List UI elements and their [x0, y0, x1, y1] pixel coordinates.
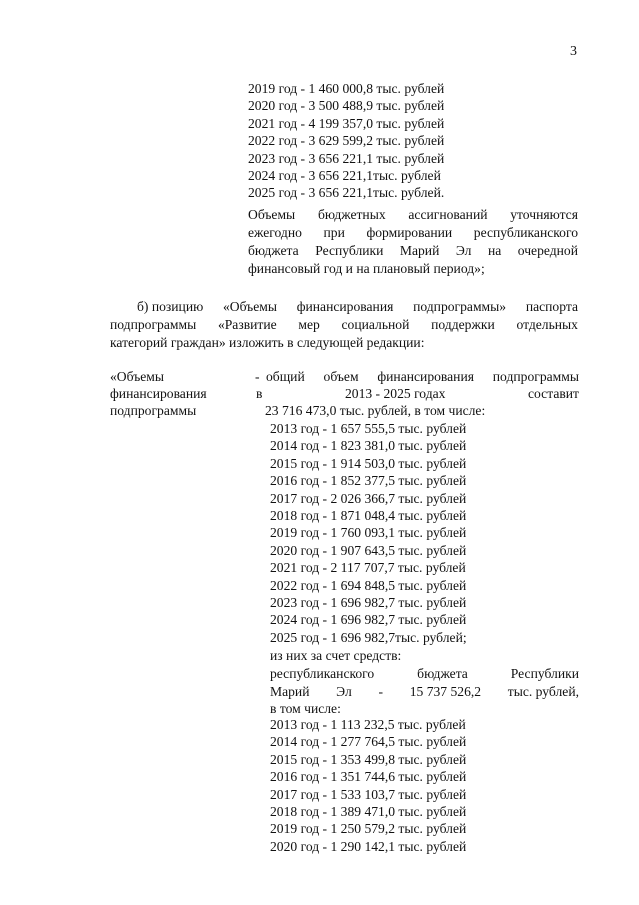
- word: составит: [528, 386, 579, 401]
- word: бюджета: [417, 666, 468, 681]
- word: подпрограммы: [110, 317, 197, 332]
- left-label-line-3: подпрограммы: [110, 403, 197, 418]
- budget-note-line-4: финансовый год и на плановый период»;: [248, 261, 485, 276]
- sources-line-2: [270, 665, 579, 682]
- amount-item: 2013 год - 1 657 555,5 тыс. рублей: [270, 421, 467, 436]
- sources-line-3: [270, 683, 579, 700]
- word: общий: [266, 369, 305, 384]
- word: отдельных: [516, 317, 578, 332]
- dash: -: [255, 369, 260, 384]
- word: республиканского: [473, 225, 578, 240]
- budget-note-line-3: [248, 242, 578, 259]
- amount-item: 2016 год - 1 852 377,5 тыс. рублей: [270, 473, 467, 489]
- sources-line-4: в том числе:: [270, 701, 341, 716]
- word: 15 737 526,2: [409, 684, 482, 699]
- word: -: [378, 684, 383, 699]
- amount-item: 2022 год - 3 629 599,2 тыс. рублей: [248, 133, 445, 149]
- amount-item: 2023 год - 3 656 221,1 тыс. рублей: [248, 150, 445, 166]
- word: объем: [323, 369, 359, 384]
- word: подпрограммы»: [413, 299, 507, 314]
- amount-item: 2022 год - 1 694 848,5 тыс. рублей: [270, 577, 467, 593]
- word: бюджета: [248, 243, 299, 258]
- amount-item: 2017 год - 2 026 366,7 тыс. рублей: [270, 490, 467, 506]
- amount-item: 2015 год - 1 914 503,0 тыс. рублей: [270, 455, 467, 471]
- word: финансирования: [377, 369, 474, 384]
- amount-item: 2020 год - 3 500 488,9 тыс. рублей: [248, 98, 445, 114]
- item-b-line-3: категорий граждан» изложить в следующей редакции:: [110, 335, 425, 350]
- amount-item: 2014 год - 1 823 381,0 тыс. рублей: [270, 438, 467, 454]
- amount-item: 2014 год - 1 277 764,5 тыс. рублей: [270, 734, 467, 750]
- amount-item: 2024 год - 3 656 221,1тыс. рублей: [248, 168, 441, 184]
- amount-item: 2025 год - 1 696 982,7тыс. рублей;: [270, 629, 467, 645]
- word: ассигнований: [408, 207, 488, 222]
- word: республиканского: [270, 666, 375, 681]
- word: паспорта: [525, 299, 578, 314]
- word: б) позицию: [137, 299, 204, 314]
- amount-item: 2018 год - 1 389 471,0 тыс. рублей: [270, 804, 467, 820]
- word: Республики: [315, 243, 384, 258]
- word: Объемы: [248, 207, 296, 222]
- word: при: [323, 225, 345, 240]
- word: финансирования: [296, 299, 394, 314]
- right-intro-line-2: [256, 385, 579, 402]
- amount-item: 2024 год - 1 696 982,7 тыс. рублей: [270, 612, 467, 628]
- word: поддержки: [431, 317, 495, 332]
- word: уточняются: [510, 207, 578, 222]
- amount-item: 2021 год - 4 199 357,0 тыс. рублей: [248, 115, 445, 131]
- word: Эл: [336, 684, 352, 699]
- amount-item: 2020 год - 1 290 142,1 тыс. рублей: [270, 838, 467, 854]
- amount-item: 2013 год - 1 113 232,5 тыс. рублей: [270, 717, 466, 732]
- amount-item: 2021 год - 2 117 707,7 тыс. рублей: [270, 560, 466, 576]
- budget-note-line-2: [248, 224, 578, 241]
- sources-line-1: из них за счет средств:: [270, 648, 402, 663]
- word: Республики: [510, 666, 579, 681]
- right-intro-line-3: 23 716 473,0 тыс. рублей, в том числе:: [265, 403, 486, 418]
- left-label-line-1: «Объемы: [110, 369, 164, 384]
- word: Марий: [270, 684, 310, 699]
- amount-item: 2019 год - 1 760 093,1 тыс. рублей: [270, 525, 467, 541]
- item-b-line-2: [110, 316, 578, 333]
- word: в: [256, 386, 263, 401]
- top-amounts-list: [248, 80, 444, 202]
- amount-item: 2018 год - 1 871 048,4 тыс. рублей: [270, 508, 467, 524]
- word: бюджетных: [317, 207, 386, 222]
- amount-item: 2017 год - 1 533 103,7 тыс. рублей: [270, 786, 467, 802]
- right-intro-line-1: [266, 368, 579, 385]
- item-b-line-1: [137, 298, 578, 315]
- amount-item: 2020 год - 1 907 643,5 тыс. рублей: [270, 542, 467, 558]
- amount-item: 2015 год - 1 353 499,8 тыс. рублей: [270, 751, 467, 767]
- word: 2013 - 2025 годах: [344, 386, 446, 401]
- word: «Объемы: [222, 299, 277, 314]
- word: тыс. рублей,: [507, 684, 579, 699]
- word: подпрограммы: [492, 369, 579, 384]
- amount-item: 2025 год - 3 656 221,1тыс. рублей.: [248, 185, 445, 201]
- word: социальной: [341, 317, 410, 332]
- budget-note-line-1: [248, 206, 578, 223]
- amount-item: 2016 год - 1 351 744,6 тыс. рублей: [270, 769, 467, 785]
- word: «Развитие: [217, 317, 277, 332]
- word: Эл: [455, 243, 472, 258]
- word: ежегодно: [248, 225, 302, 240]
- total-amounts-list: [270, 420, 467, 646]
- word: Марий: [399, 243, 440, 258]
- word: формировании: [366, 225, 453, 240]
- amount-item: 2023 год - 1 696 982,7 тыс. рублей: [270, 595, 467, 611]
- amount-item: 2019 год - 1 250 579,2 тыс. рублей: [270, 821, 467, 837]
- word: очередной: [517, 243, 578, 258]
- left-label-line-2: финансирования: [110, 386, 207, 401]
- republic-amounts-list: [270, 716, 466, 855]
- page-number: 3: [570, 44, 577, 59]
- amount-item: 2019 год - 1 460 000,8 тыс. рублей: [248, 81, 445, 96]
- word: на: [487, 243, 502, 258]
- word: мер: [298, 317, 320, 332]
